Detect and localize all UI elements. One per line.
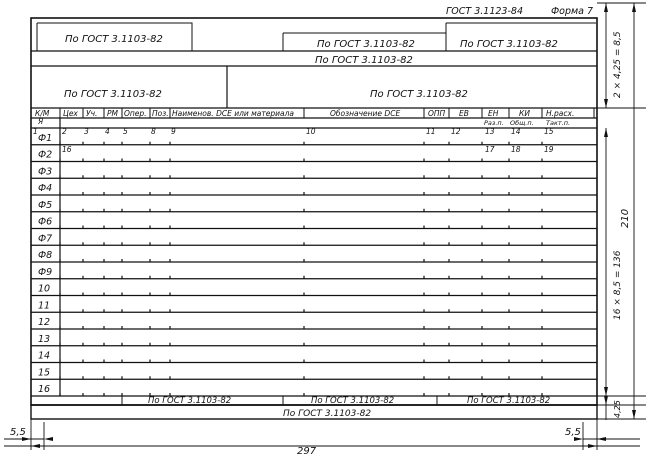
col-ev: ЕВ (459, 109, 469, 118)
col-razp: Раз.п. (484, 119, 504, 127)
footer-ref-2: По ГОСТ 3.1103-82 (311, 396, 395, 406)
col-obshp: Общ.п. (510, 119, 534, 127)
form-label: Форма 7 (551, 6, 594, 17)
row-label: Ф4 (38, 183, 53, 194)
col-oboznachenie: Обозначение DCE (330, 109, 401, 118)
row-label: Ф2 (38, 149, 53, 161)
row-label: 10 (38, 283, 51, 295)
row-label: Ф9 (38, 266, 53, 278)
col-en: ЕН (488, 109, 499, 118)
footer-ref-1: По ГОСТ 3.1103-82 (148, 396, 232, 406)
dimension-arrows (22, 3, 636, 448)
dim-body-rows: 16 × 8,5 = 136 (613, 250, 623, 320)
row-label: 15 (38, 367, 51, 379)
row2-number: 16 (62, 144, 72, 154)
column-number: 12 (451, 127, 461, 136)
dim-right-margin: 5,5 (565, 427, 581, 438)
col-opp: ОПП (428, 109, 446, 118)
ref-box-5: По ГОСТ 3.1103-82 (370, 89, 468, 100)
row-label: 16 (38, 384, 51, 395)
col-ya: Я (38, 117, 44, 126)
row-label: 13 (38, 333, 51, 345)
dimension-lines (4, 3, 646, 450)
column-number: 3 (84, 127, 89, 136)
ref-box-2: По ГОСТ 3.1103-82 (317, 39, 415, 50)
row2-numbers (62, 145, 554, 154)
row-label: 14 (38, 350, 51, 362)
footer-ref-full: По ГОСТ 3.1103-82 (283, 409, 372, 419)
row-label: Ф3 (38, 166, 53, 178)
row2-number: 18 (511, 144, 521, 154)
row2-number: 17 (485, 144, 495, 154)
row-label: 11 (38, 300, 51, 312)
ref-box-4: По ГОСТ 3.1103-82 (64, 89, 162, 100)
col-poz: Поз. (152, 109, 169, 118)
ref-box-1: По ГОСТ 3.1103-82 (65, 34, 163, 45)
col-taktp: Такт.п. (546, 119, 571, 127)
row-label: Ф8 (38, 250, 53, 261)
standard-reference: ГОСТ 3.1123-84 (446, 6, 523, 17)
col-naimenov: Наименов. DCE или материала (172, 109, 294, 118)
dim-header-rows: 2 × 4,25 = 8,5 (613, 31, 623, 98)
row-label: 12 (38, 317, 51, 328)
row2-number: 19 (544, 144, 554, 154)
body-grid (31, 118, 597, 396)
column-number: 13 (485, 127, 495, 136)
col-oper: Опер. (124, 109, 147, 118)
ref-box-3: По ГОСТ 3.1103-82 (460, 39, 558, 50)
ref-row-full: По ГОСТ 3.1103-82 (315, 55, 413, 66)
col-nrash: Н.расх. (546, 109, 575, 118)
footer-ref-3: По ГОСТ 3.1103-82 (467, 396, 551, 406)
row-label: Ф1 (38, 132, 53, 144)
row-labels (38, 133, 52, 395)
column-number: 14 (511, 127, 521, 136)
col-uch: Уч. (86, 109, 98, 118)
dim-right-total: 210 (620, 208, 631, 228)
col-ki: КИ (519, 109, 530, 118)
column-number: 1 (33, 127, 38, 136)
column-number: 8 (151, 127, 156, 136)
column-number: 4 (105, 127, 110, 136)
column-number: 10 (306, 127, 316, 136)
row-label: Ф7 (38, 233, 53, 245)
column-number: 11 (426, 127, 436, 136)
dim-total-width: 297 (297, 446, 317, 457)
column-number: 15 (544, 127, 554, 136)
row-label: Ф5 (38, 199, 53, 211)
col-tseh: Цех (63, 109, 78, 118)
column-number: 2 (62, 127, 67, 136)
col-rm: РМ (107, 109, 118, 118)
dim-left-margin: 5,5 (10, 427, 26, 438)
dim-bottom-row: 4,25 (613, 400, 622, 418)
column-number: 9 (171, 127, 176, 136)
column-number: 5 (123, 127, 128, 136)
col-km: К/М (35, 109, 50, 118)
row-label: Ф6 (38, 216, 53, 228)
